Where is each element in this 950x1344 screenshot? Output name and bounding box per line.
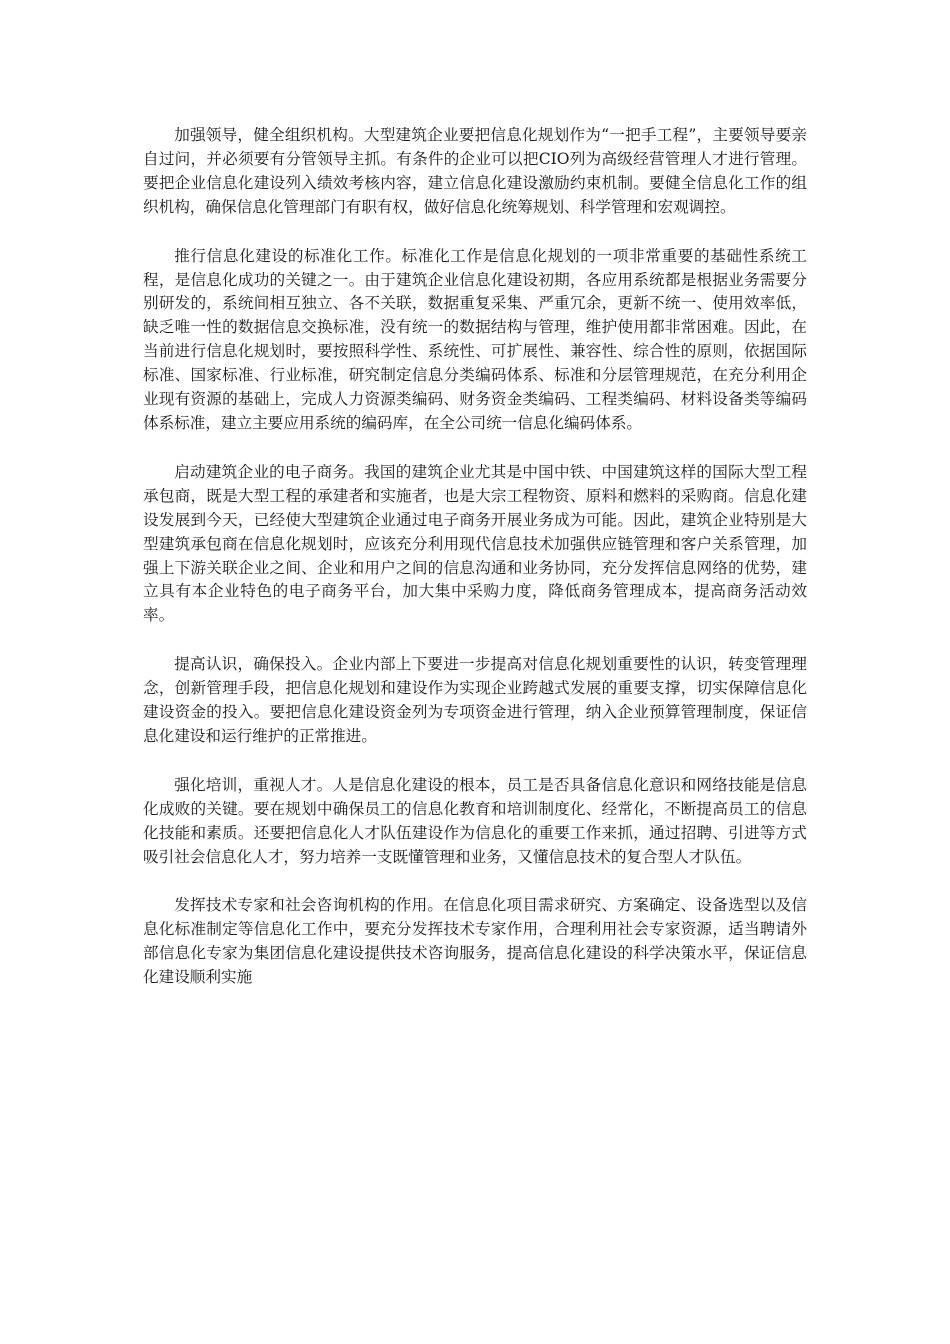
paragraph-leadership: 加强领导，健全组织机构。大型建筑企业要把信息化规划作为“一把手工程”，主要领导要亲自过问，并必须要有分管领导主抓。有条件的企业可以把CIO列为高级经营管理人才进行管理。要把企业信息化建设列入绩效考核内容，建立信息化建设激励约束机制。要健全信息化工作的组织机构，确保信息化管理部门有职有权，做好信息化统筹规划、科学管理和宏观调控。 — [143, 126, 807, 216]
paragraph-experts: 发挥技术专家和社会咨询机构的作用。在信息化项目需求研究、方案确定、设备选型以及信息化标准制定等信息化工作中，要充分发挥技术专家作用，合理利用社会专家资源，适当聘请外部信息化专家为集团信息化建设提供技术咨询服务，提高信息化建设的科学决策水平，保证信息化建设顺利实施 — [143, 896, 807, 987]
paragraph-investment: 提高认识，确保投入。企业内部上下要进一步提高对信息化规划重要性的认识，转变管理理念，创新管理手段，把信息化规划和建设作为实现企业跨越式发展的重要支撑，切实保障信息化建设资金的投入。要把信息化建设资金列为专项资金进行管理，纳入企业预算管理制度，保证信息化建设和运行维护的正常推进。 — [143, 655, 807, 745]
paragraph-standardization: 推行信息化建设的标准化工作。标准化工作是信息化规划的一项非常重要的基础性系统工程，是信息化成功的关键之一。由于建筑企业信息化建设初期，各应用系统都是根据业务需要分别研发的，系统间相互独立、各不关联，数据重复采集、严重冗余，更新不统一、使用效率低，缺乏唯一性的数据信息交换标准，没有统一的数据结构与管理，维护使用都非常困难。因此，在当前进行信息化规划时，要按照科学性、系统性、可扩展性、兼容性、综合性的原则，依据国际标准、国家标准、行业标准，研究制定信息分类编码体系、标准和分层管理规范，在充分利用企业现有资源的基础上，完成人力资源类编码、财务资金类编码、工程类编码、材料设备类等编码体系标准，建立主要应用系统的编码库，在全公司统一信息化编码体系。 — [143, 246, 807, 432]
paragraph-training: 强化培训，重视人才。人是信息化建设的根本，员工是否具备信息化意识和网络技能是信息化成败的关键。要在规划中确保员工的信息化教育和培训制度化、经常化，不断提高员工的信息化技能和素质。还要把信息化人才队伍建设作为信息化的重要工作来抓，通过招聘、引进等方式吸引社会信息化人才，努力培养一支既懂管理和业务，又懂信息技术的复合型人才队伍。 — [143, 775, 807, 866]
document-body — [143, 124, 807, 1015]
paragraph-ecommerce: 启动建筑企业的电子商务。我国的建筑企业尤其是中国中铁、中国建筑这样的国际大型工程承包商，既是大型工程的承建者和实施者，也是大宗工程物资、原料和燃料的采购商。信息化建设发展到今天，已经使大型建筑企业通过电子商务开展业务成为可能。因此，建筑企业特别是大型建筑承包商在信息化规划时，应该充分利用现代信息技术加强供应链管理和客户关系管理，加强上下游关联企业之间、企业和用户之间的信息沟通和业务协同，充分发挥信息网络的优势，建立具有本企业特色的电子商务平台，加大集中采购力度，降低商务管理成本，提高商务活动效率。 — [143, 462, 807, 625]
